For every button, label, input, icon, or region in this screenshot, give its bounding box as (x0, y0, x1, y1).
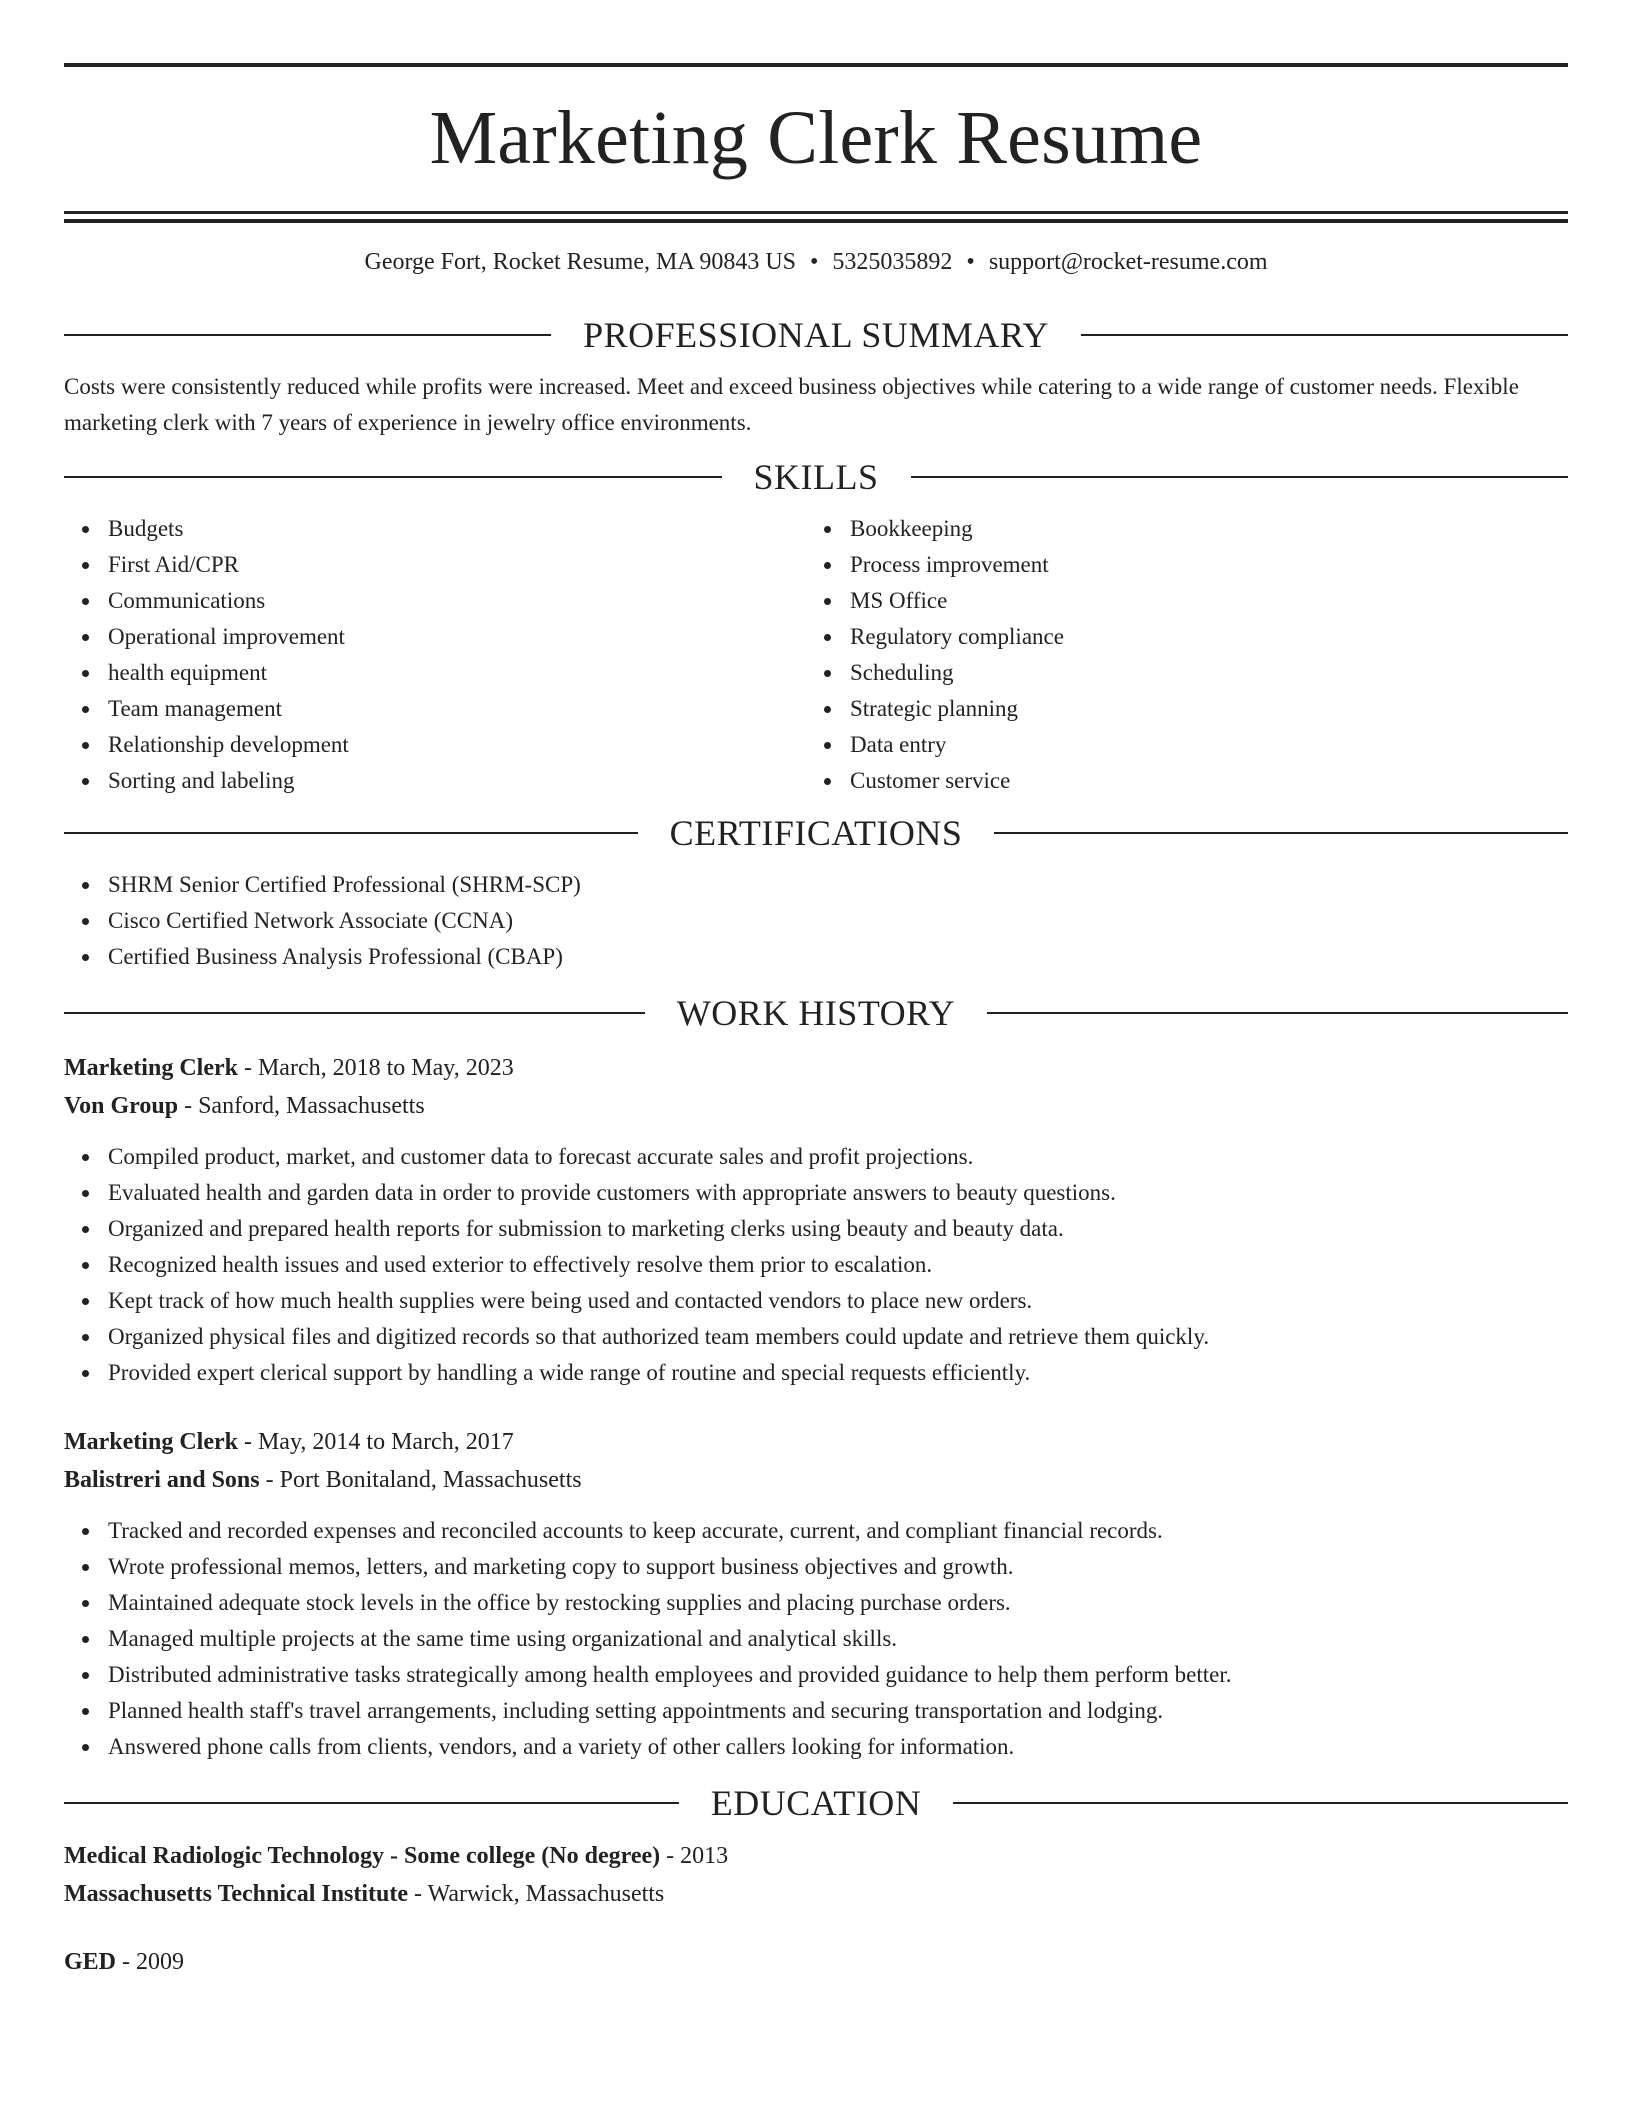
job-duty: Provided expert clerical support by handling a wide range of routine and special requests efficiently. (108, 1355, 1568, 1391)
contact-separator: • (810, 249, 819, 275)
job-location: Port Bonitaland, Massachusetts (279, 1467, 582, 1493)
job-entry (64, 1049, 1568, 1391)
education-school: Massachusetts Technical Institute (64, 1881, 409, 1907)
skill-item: Strategic planning (850, 691, 1548, 727)
job-company: Balistreri and Sons (64, 1467, 260, 1493)
certification-item: SHRM Senior Certified Professional (SHRM-SCP) (108, 867, 1568, 903)
contact-separator: • (966, 249, 975, 275)
title-double-rule (64, 211, 1568, 223)
job-duties-list (64, 1513, 1568, 1765)
job-duties-list (64, 1139, 1568, 1391)
contact-line (64, 247, 1568, 277)
job-duty: Organized physical files and digitized records so that authorized team members could update and retrieve them quickly. (108, 1319, 1568, 1355)
education-location: Warwick, Massachusetts (427, 1881, 665, 1907)
education-heading-label: EDUCATION (710, 1783, 922, 1823)
job-entry (64, 1423, 1568, 1765)
skill-item: health equipment (108, 655, 806, 691)
skill-item: Customer service (850, 763, 1548, 799)
skill-item: Scheduling (850, 655, 1548, 691)
job-company: Von Group (64, 1093, 179, 1119)
skill-item: Team management (108, 691, 806, 727)
education-year: 2013 (680, 1843, 729, 1869)
job-company-line: Balistreri and Sons - Port Bonitaland, Massachusetts (64, 1467, 582, 1493)
job-title-line: Marketing Clerk - May, 2014 to March, 2017 (64, 1429, 514, 1455)
contact-phone: 5325035892 (832, 249, 953, 275)
work-history-heading-label: WORK HISTORY (676, 993, 956, 1033)
job-title: Marketing Clerk (64, 1429, 238, 1455)
contact-email: support@rocket-resume.com (988, 249, 1268, 275)
work-history-heading (64, 989, 1568, 1037)
skill-item: Budgets (108, 511, 806, 547)
job-duty: Organized and prepared health reports for submission to marketing clerks using beauty and beauty data. (108, 1211, 1568, 1247)
education-degree-line: Medical Radiologic Technology - Some college (No degree) - 2013 (64, 1843, 729, 1869)
skill-item: Bookkeeping (850, 511, 1548, 547)
skill-item: Regulatory compliance (850, 619, 1548, 655)
education-entry (64, 1943, 1568, 1981)
job-duty: Distributed administrative tasks strategically among health employees and provided guidance to help them perform better. (108, 1657, 1568, 1693)
education-school-line: Massachusetts Technical Institute - Warwick, Massachusetts (64, 1881, 665, 1907)
top-rule (64, 63, 1568, 67)
skill-item: MS Office (850, 583, 1548, 619)
job-duty: Evaluated health and garden data in order to provide customers with appropriate answers to beauty questions. (108, 1175, 1568, 1211)
job-duty: Managed multiple projects at the same time using organizational and analytical skills. (108, 1621, 1568, 1657)
job-title: Marketing Clerk (64, 1055, 238, 1081)
education-degree: GED (64, 1949, 117, 1975)
skill-item: Process improvement (850, 547, 1548, 583)
skills-list (64, 511, 1568, 799)
skills-column-left (64, 511, 806, 799)
skill-item: Operational improvement (108, 619, 806, 655)
job-dates: March, 2018 to May, 2023 (257, 1055, 514, 1081)
resume-page (64, 0, 1568, 1981)
job-duty: Tracked and recorded expenses and reconciled accounts to keep accurate, current, and compliant financial records. (108, 1513, 1568, 1549)
job-duty: Wrote professional memos, letters, and marketing copy to support business objectives and growth. (108, 1549, 1568, 1585)
resume-title: Marketing Clerk Resume (429, 96, 1203, 180)
skills-column-right (806, 511, 1548, 799)
job-duty: Recognized health issues and used exterior to effectively resolve them prior to escalation. (108, 1247, 1568, 1283)
education-entry (64, 1837, 1568, 1913)
summary-heading (64, 311, 1568, 359)
skill-item: Relationship development (108, 727, 806, 763)
education-degree: Medical Radiologic Technology - Some college (No degree) (64, 1843, 661, 1869)
education-degree-line: GED - 2009 (64, 1949, 185, 1975)
skill-item: First Aid/CPR (108, 547, 806, 583)
job-duty: Answered phone calls from clients, vendors, and a variety of other callers looking for information. (108, 1729, 1568, 1765)
job-title-line: Marketing Clerk - March, 2018 to May, 2023 (64, 1055, 514, 1081)
job-duty: Maintained adequate stock levels in the office by restocking supplies and placing purchase orders. (108, 1585, 1568, 1621)
job-duty: Compiled product, market, and customer data to forecast accurate sales and profit projections. (108, 1139, 1568, 1175)
certification-item: Certified Business Analysis Professional (CBAP) (108, 939, 1568, 975)
skill-item: Sorting and labeling (108, 763, 806, 799)
summary-text: Costs were consistently reduced while profits were increased. Meet and exceed business objectives while catering to a wide range of customer needs. Flexible marketing clerk with 7 years of experience in jewelry office environments. (64, 374, 1519, 435)
job-dates: May, 2014 to March, 2017 (257, 1429, 514, 1455)
job-duty: Planned health staff's travel arrangements, including setting appointments and securing transportation and lodging. (108, 1693, 1568, 1729)
job-duty: Kept track of how much health supplies were being used and contacted vendors to place new orders. (108, 1283, 1568, 1319)
skills-heading (64, 453, 1568, 501)
education-heading (64, 1779, 1568, 1827)
contact-address: George Fort, Rocket Resume, MA 90843 US (364, 249, 797, 275)
skill-item: Communications (108, 583, 806, 619)
certifications-list (64, 867, 1568, 975)
job-company-line: Von Group - Sanford, Massachusetts (64, 1093, 425, 1119)
skills-heading-label: SKILLS (753, 457, 879, 497)
education-year: 2009 (136, 1949, 185, 1975)
certifications-heading (64, 809, 1568, 857)
certification-item: Cisco Certified Network Associate (CCNA) (108, 903, 1568, 939)
skill-item: Data entry (850, 727, 1548, 763)
job-location: Sanford, Massachusetts (198, 1093, 425, 1119)
summary-heading-label: PROFESSIONAL SUMMARY (583, 315, 1049, 355)
certifications-heading-label: CERTIFICATIONS (669, 813, 963, 853)
